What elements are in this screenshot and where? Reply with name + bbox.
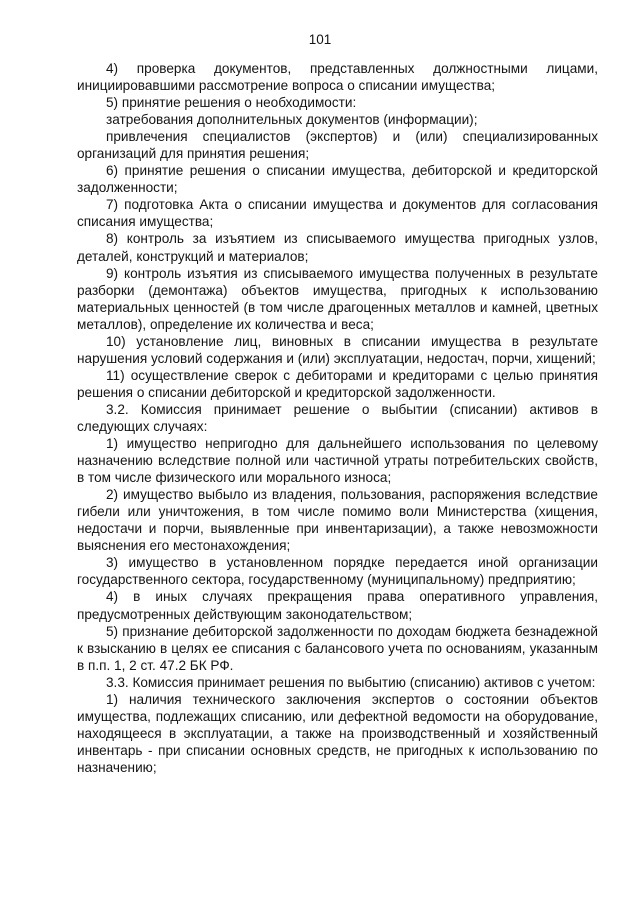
paragraph-section-3-3: 3.3. Комиссия принимает решения по выбытию (списанию) активов с учетом:: [106, 674, 596, 690]
paragraph-3-3-item-1: 1) наличия технического заключения экспертов о состоянии объектов имущества, подлежащих списанию, или дефектной ведомости на оборудование, находящееся в эксплуатации, а также на производственный и хозяйственный инвентарь - при списании основных средств, не пригодных к использованию по назначению;: [77, 691, 598, 775]
paragraph-request-documents: затребования дополнительных документов (информации);: [106, 112, 478, 128]
paragraph-item-5-decision: 5) принятие решения о необходимости:: [106, 95, 357, 111]
paragraph-item-7-act-preparation: 7) подготовка Акта о списании имущества и документов для согласования списания имущества;: [77, 197, 598, 230]
paragraph-3-2-item-5: 5) признание дебиторской задолженности по доходам бюджета безнадежной к взысканию в целях ее списания с балансового учета по основаниям, указанным в п.п. 1, 2 ст. 47.2 БК РФ.: [77, 623, 598, 673]
paragraph-item-11-reconciliation: 11) осуществление сверок с дебиторами и кредиторами с целью принятия решения о списании дебиторской и кредиторской задолженности.: [77, 367, 598, 400]
page-number: 101: [308, 32, 332, 47]
paragraph-3-2-item-4: 4) в иных случаях прекращения права оперативного управления, предусмотренных действующим законодательством;: [77, 589, 598, 622]
paragraph-item-10-responsible-persons: 10) установление лиц, виновных в списании имущества в результате нарушения условий содержания и (или) эксплуатации, недостач, порчи, хищений;: [77, 333, 598, 366]
paragraph-3-2-item-1: 1) имущество непригодно для дальнейшего использования по целевому назначению вследствие полной или частичной утраты потребительских свойств, в том числе физического или морального износа;: [77, 436, 598, 486]
paragraph-item-8-control-seizure: 8) контроль за изъятием из списываемого имущества пригодных узлов, деталей, конструкций и материалов;: [77, 231, 598, 264]
paragraph-involve-experts: привлечения специалистов (экспертов) и (или) специализированных организаций для принятия решения;: [77, 129, 598, 162]
paragraph-item-4-document-check: 4) проверка документов, представленных должностными лицами, инициировавшими рассмотрение вопроса о списании имущества;: [77, 61, 598, 94]
paragraph-section-3-2: 3.2. Комиссия принимает решение о выбытии (списании) активов в следующих случаях:: [77, 401, 598, 434]
paragraph-item-6-writeoff-decision: 6) принятие решения о списании имущества, дебиторской и кредиторской задолженности;: [77, 163, 598, 196]
paragraph-3-2-item-3: 3) имущество в установленном порядке передается иной организации государственного сектора, государственному (муниципальному) предприятию;: [77, 555, 598, 588]
paragraph-item-9-control-dismantling: 9) контроль изъятия из списываемого имущества полученных в результате разборки (демонтажа) объектов имущества, пригодных к использованию материальных ценностей (в том числе драгоценных металлов и камней, цветных металлов), определение их количества и веса;: [77, 265, 598, 332]
paragraph-3-2-item-2: 2) имущество выбыло из владения, пользования, распоряжения вследствие гибели или уничтожения, в том числе помимо воли Министерства (хищения, недостачи и порчи, выявленные при инвентаризации), а также невозможности выяснения его местонахождения;: [77, 487, 598, 554]
document-body: [77, 60, 598, 776]
